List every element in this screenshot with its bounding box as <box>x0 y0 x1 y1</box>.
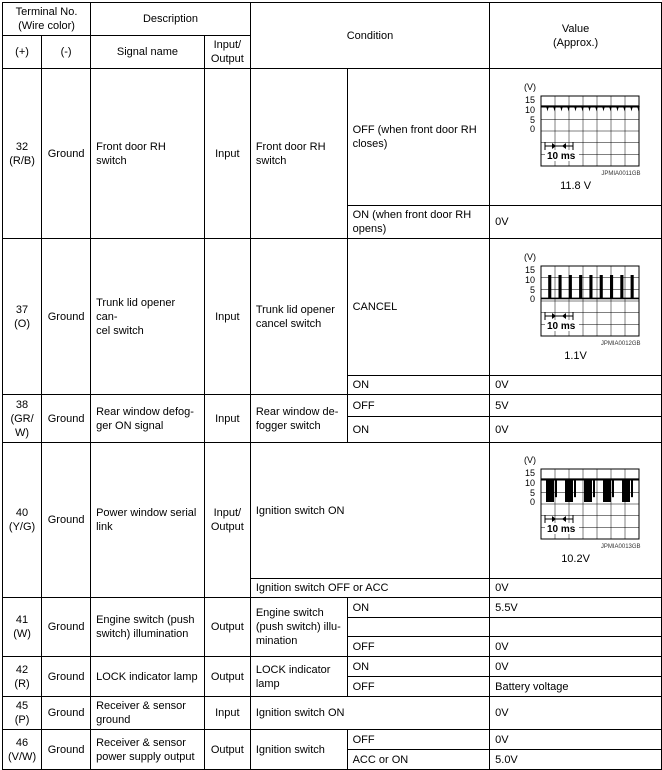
y-tick-label: 15 <box>524 94 535 105</box>
waveform-svg <box>511 82 641 168</box>
value-42-on: 0V <box>490 657 662 677</box>
sub-condition-41-off: OFF <box>347 637 490 657</box>
oscilloscope-waveform-2 <box>511 252 641 363</box>
header-signal-name: Signal name <box>91 36 205 69</box>
condition-37: Trunk lid opener cancel switch <box>250 239 347 395</box>
sub-condition-32-off: OFF (when front door RH closes) <box>347 69 490 206</box>
value-cell-37-cancel <box>490 239 662 376</box>
waveform-burst <box>565 479 573 502</box>
header-condition: Condition <box>250 3 489 69</box>
condition-38: Rear window de- fogger switch <box>250 395 347 443</box>
signal-name-37: Trunk lid opener can- cel switch <box>91 239 205 395</box>
figure-code: JPMIA0012GB <box>600 340 641 347</box>
io-45: Input <box>204 697 250 730</box>
axis-unit: (V) <box>523 81 536 92</box>
ground-cell: Ground <box>42 239 91 395</box>
sub-condition-37-on: ON <box>347 376 490 395</box>
value-45: 0V <box>490 697 662 730</box>
terminal-37: 37 (O) <box>3 239 42 395</box>
waveform-burst <box>546 479 554 502</box>
header-description: Description <box>91 3 251 36</box>
io-37: Input <box>204 239 250 395</box>
figure-code: JPMIA0013GB <box>600 544 641 550</box>
axis-unit: (V) <box>523 455 536 465</box>
arrow-right-icon <box>552 143 556 149</box>
value-37-on: 0V <box>490 376 662 395</box>
signal-name-41: Engine switch (push switch) illumination <box>91 598 205 657</box>
sub-condition-42-off: OFF <box>347 677 490 697</box>
waveform-svg <box>511 252 641 338</box>
value-38-on: 0V <box>490 417 662 443</box>
y-tick-label: 10 <box>524 274 535 285</box>
y-tick-label: 15 <box>524 264 535 275</box>
sub-condition-46-acc-on: ACC or ON <box>347 750 490 770</box>
time-scale-label: 10 ms <box>546 150 575 162</box>
header-plus: (+) <box>3 36 42 69</box>
waveform-burst <box>555 479 557 497</box>
empty-cell <box>347 618 490 637</box>
sub-condition-32-on: ON (when front door RH opens) <box>347 206 490 239</box>
sub-condition-38-on: ON <box>347 417 490 443</box>
ground-cell: Ground <box>42 697 91 730</box>
arrow-right-icon <box>552 313 556 319</box>
value-46-acc-on: 5.0V <box>490 750 662 770</box>
sub-condition-37-cancel: CANCEL <box>347 239 490 376</box>
empty-cell <box>490 618 662 637</box>
io-40: Input/ Output <box>204 443 250 598</box>
figure-code: JPMIA0011GB <box>601 170 641 177</box>
waveform-trace <box>541 275 639 298</box>
terminal-40: 40 (Y/G) <box>3 443 42 598</box>
waveform-burst <box>584 479 592 502</box>
signal-name-46: Receiver & sensor power supply output <box>91 730 205 770</box>
value-42-off: Battery voltage <box>490 677 662 697</box>
header-minus: (-) <box>42 36 91 69</box>
signal-name-45: Receiver & sensor ground <box>91 697 205 730</box>
oscilloscope-waveform-3 <box>511 455 641 566</box>
value-cell-32-off <box>490 69 662 206</box>
y-tick-label: 0 <box>529 123 535 134</box>
condition-40-off-acc: Ignition switch OFF or ACC <box>250 579 489 598</box>
io-46: Output <box>204 730 250 770</box>
io-38: Input <box>204 395 250 443</box>
value-cell-40-on <box>490 443 662 579</box>
terminal-42: 42 (R) <box>3 657 42 697</box>
condition-46: Ignition switch <box>250 730 347 770</box>
waveform-value: 10.2V <box>561 553 590 565</box>
arrow-left-icon <box>562 516 566 522</box>
signal-name-40: Power window serial link <box>91 443 205 598</box>
waveform-burst <box>603 479 611 502</box>
terminal-table <box>2 2 662 770</box>
waveform-value: 11.8 V <box>560 179 592 192</box>
ground-cell: Ground <box>42 69 91 239</box>
sub-condition-42-on: ON <box>347 657 490 677</box>
ground-cell: Ground <box>42 730 91 770</box>
signal-name-42: LOCK indicator lamp <box>91 657 205 697</box>
waveform-svg <box>511 455 641 541</box>
value-41-off: 0V <box>490 637 662 657</box>
y-tick-label: 5 <box>529 114 535 125</box>
arrow-left-icon <box>562 313 566 319</box>
signal-name-32: Front door RH switch <box>91 69 205 239</box>
condition-45: Ignition switch ON <box>250 697 489 730</box>
ground-cell: Ground <box>42 443 91 598</box>
y-tick-label: 0 <box>529 497 535 507</box>
header-terminal-no: Terminal No. (Wire color) <box>3 3 91 36</box>
condition-40-on: Ignition switch ON <box>250 443 489 579</box>
y-tick-label: 0 <box>529 293 535 304</box>
oscilloscope-waveform-1 <box>511 82 641 193</box>
time-scale-label: 10 ms <box>546 524 575 535</box>
terminal-32: 32 (R/B) <box>3 69 42 239</box>
signal-name-38: Rear window defog- ger ON signal <box>91 395 205 443</box>
value-32-on: 0V <box>490 206 662 239</box>
y-tick-label: 5 <box>529 284 535 295</box>
terminal-38: 38 (GR/ W) <box>3 395 42 443</box>
waveform-burst <box>593 479 595 497</box>
waveform-burst <box>631 479 633 497</box>
condition-42: LOCK indicator lamp <box>250 657 347 697</box>
io-42: Output <box>204 657 250 697</box>
terminal-41: 41 (W) <box>3 598 42 657</box>
waveform-burst <box>622 479 630 502</box>
y-tick-label: 10 <box>524 478 535 488</box>
condition-32: Front door RH switch <box>250 69 347 239</box>
ground-cell: Ground <box>42 395 91 443</box>
value-38-off: 5V <box>490 395 662 417</box>
terminal-46: 46 (V/W) <box>3 730 42 770</box>
value-41-on: 5.5V <box>490 598 662 618</box>
header-value: Value (Approx.) <box>490 3 662 69</box>
waveform-burst <box>574 479 576 497</box>
sub-condition-46-off: OFF <box>347 730 490 750</box>
waveform-value: 1.1V <box>564 349 587 362</box>
value-40-off-acc: 0V <box>490 579 662 598</box>
ground-cell: Ground <box>42 657 91 697</box>
value-46-off: 0V <box>490 730 662 750</box>
arrow-right-icon <box>552 516 556 522</box>
sub-condition-41-on: ON <box>347 598 490 618</box>
header-input-output: Input/ Output <box>204 36 250 69</box>
y-tick-label: 10 <box>524 104 535 115</box>
io-32: Input <box>204 69 250 239</box>
io-41: Output <box>204 598 250 657</box>
time-scale-label: 10 ms <box>546 320 575 332</box>
ground-cell: Ground <box>42 598 91 657</box>
sub-condition-38-off: OFF <box>347 395 490 417</box>
condition-41: Engine switch (push switch) illu- mination <box>250 598 347 657</box>
waveform-burst <box>612 479 614 497</box>
terminal-45: 45 (P) <box>3 697 42 730</box>
axis-unit: (V) <box>523 251 536 262</box>
y-tick-label: 15 <box>524 468 535 478</box>
y-tick-label: 5 <box>529 488 535 498</box>
arrow-left-icon <box>562 143 566 149</box>
